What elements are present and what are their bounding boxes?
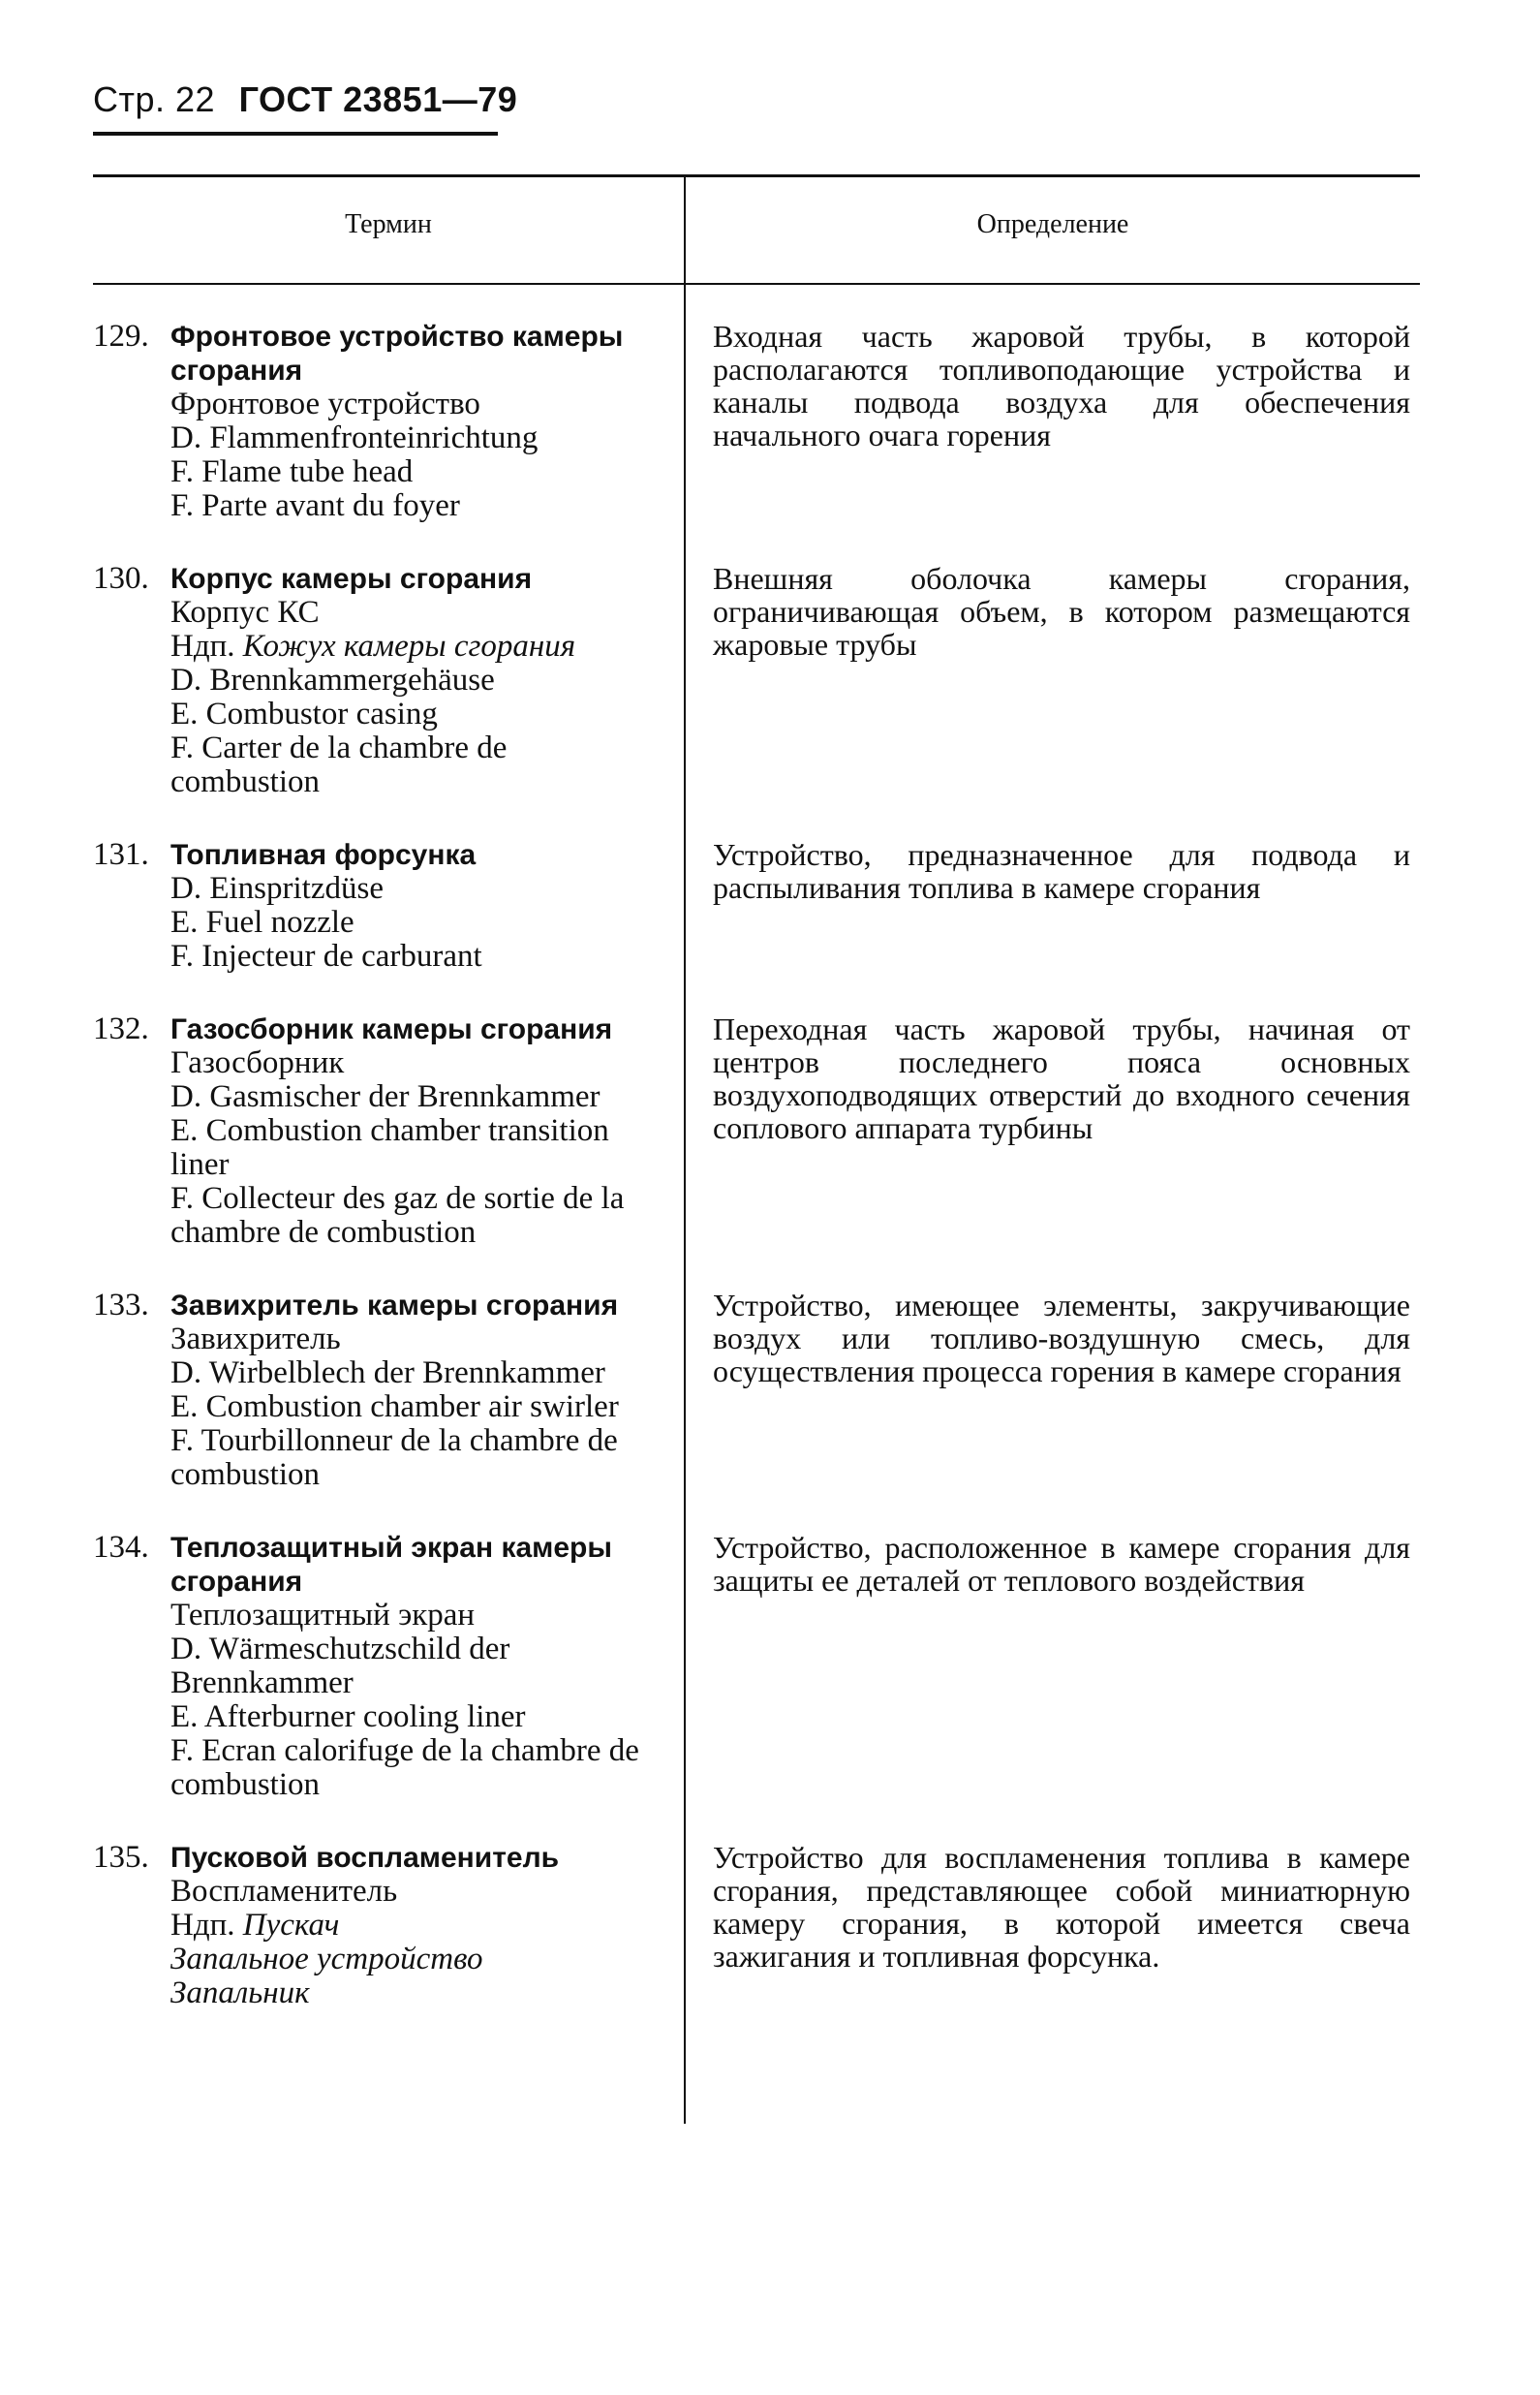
term-synonym-text: F. Parte avant du foyer xyxy=(170,488,460,523)
term-synonym-text: D. Wärmeschutzschild der Brennkammer xyxy=(170,1632,510,1700)
term-number: 132. xyxy=(93,1011,149,1046)
term-definition: Устройство для воспламенения топлива в камере сгорания, представляющее собой миниатюрную камеру сгорания, в которой имеется свеча зажигания и топливная форсунка. xyxy=(713,1840,1410,1974)
term-synonym-text: Ндп. xyxy=(170,629,243,664)
term-synonym-text: D. Brennkammergehäuse xyxy=(170,663,495,698)
term-synonym-text: Газосборник xyxy=(170,1045,345,1080)
term-synonym-line xyxy=(170,1390,655,1424)
term-definition: Переходная часть жаровой трубы, начиная от центров последнего пояса основных воздухоподводящих отверстий до входного сечения соплового аппарата турбины xyxy=(713,1011,1410,1145)
term-synonym-text: D. Gasmischer der Brennkammer xyxy=(170,1079,601,1114)
term-synonym-text: E. Afterburner cooling liner xyxy=(170,1699,526,1734)
term-synonym-line xyxy=(170,1080,655,1114)
header-rule xyxy=(93,132,498,136)
term-synonym-line xyxy=(170,872,655,906)
term-entry xyxy=(93,562,1420,799)
term-synonym-line xyxy=(170,630,655,664)
term-definition: Внешняя оболочка камеры сгорания, ограничивающая объем, в котором размещаются жаровые трубы xyxy=(713,561,1410,662)
term-synonym-text: D. Einspritzdüse xyxy=(170,871,384,906)
term-number: 133. xyxy=(93,1288,149,1322)
term-synonym-text: Ндп. xyxy=(170,1908,243,1943)
term-cell xyxy=(93,320,655,523)
term-number: 131. xyxy=(93,837,149,872)
term-number: 134. xyxy=(93,1530,149,1565)
term-synonym-line xyxy=(170,1875,655,1909)
term-synonym-line xyxy=(170,455,655,489)
term-title: Завихритель камеры сгорания xyxy=(170,1290,619,1322)
term-synonym-text: Корпус КС xyxy=(170,595,320,630)
column-header-definition: Определение xyxy=(976,209,1129,239)
term-synonym-line xyxy=(170,1633,655,1700)
term-deprecated-text: Запальное устройство xyxy=(170,1942,483,1976)
column-header-term: Термин xyxy=(345,209,432,239)
term-synonym-line xyxy=(170,1943,655,1976)
term-cell xyxy=(93,1841,655,2010)
term-deprecated-text: Кожух камеры сгорания xyxy=(242,629,576,664)
term-title: Фронтовое устройство камеры сгорания xyxy=(170,321,624,387)
term-lines xyxy=(170,1289,655,1492)
term-lines xyxy=(170,838,655,974)
term-synonym-line xyxy=(170,1356,655,1390)
term-title: Корпус камеры сгорания xyxy=(170,563,533,595)
term-title: Пусковой воспламенитель xyxy=(170,1842,560,1874)
page-header xyxy=(93,79,517,120)
page-label: Стр. 22 xyxy=(93,79,216,119)
term-synonym-line xyxy=(170,1322,655,1356)
term-synonym-line xyxy=(170,489,655,523)
term-synonym-line xyxy=(170,1909,655,1943)
term-synonym-line xyxy=(170,1424,655,1492)
term-definition: Устройство, расположенное в камере сгорания для защиты ее деталей от теплового воздействия xyxy=(713,1530,1410,1598)
term-number: 135. xyxy=(93,1840,149,1875)
term-synonym-line xyxy=(170,698,655,731)
term-synonym-line xyxy=(170,596,655,630)
term-entry xyxy=(93,1531,1420,1802)
term-number: 130. xyxy=(93,561,149,596)
term-definition: Входная часть жаровой трубы, в которой располагаются топливоподающие устройства и каналы подвода воздуха для обеспечения начального очага горения xyxy=(713,319,1410,452)
term-synonym-line xyxy=(170,1182,655,1250)
term-synonym-text: F. Injecteur de carburant xyxy=(170,939,482,974)
term-synonym-text: D. Wirbelblech der Brennkammer xyxy=(170,1355,605,1390)
term-synonym-text: Завихритель xyxy=(170,1322,341,1356)
table-head-rule xyxy=(93,283,1420,285)
term-title: Топливная форсунка xyxy=(170,839,477,871)
term-lines xyxy=(170,562,655,799)
term-synonym-text: D. Flammenfronteinrichtung xyxy=(170,420,539,455)
term-synonym-text: F. Tourbillonneur de la chambre de combustion xyxy=(170,1423,618,1492)
term-deprecated-text: Пускач xyxy=(242,1908,340,1943)
term-entry xyxy=(93,1289,1420,1492)
term-synonym-line xyxy=(170,421,655,455)
term-synonym-line xyxy=(170,906,655,940)
terms-table-body xyxy=(93,320,1420,2049)
term-synonym-line xyxy=(170,664,655,698)
term-synonym-line xyxy=(170,1599,655,1633)
term-entry xyxy=(93,838,1420,974)
term-lines xyxy=(170,1012,655,1250)
term-synonym-text: E. Combustor casing xyxy=(170,697,438,731)
term-title: Газосборник камеры сгорания xyxy=(170,1013,613,1045)
term-synonym-text: E. Combustion chamber air swirler xyxy=(170,1389,619,1424)
term-definition: Устройство, имеющее элементы, закручивающие воздух или топливо-воздушную смесь, для осуществления процесса горения в камере сгорания xyxy=(713,1288,1410,1388)
term-synonym-text: E. Fuel nozzle xyxy=(170,905,354,940)
term-definition: Устройство, предназначенное для подвода и распыливания топлива в камере сгорания xyxy=(713,837,1410,905)
term-number: 129. xyxy=(93,319,149,354)
term-synonym-line xyxy=(170,940,655,974)
term-cell xyxy=(93,1531,655,1802)
term-synonym-line xyxy=(170,1114,655,1182)
term-synonym-text: F. Carter de la chambre de combustion xyxy=(170,731,508,799)
term-synonym-text: F. Collecteur des gaz de sortie de la chambre de combustion xyxy=(170,1181,625,1250)
term-entry xyxy=(93,320,1420,523)
term-deprecated-text: Запальник xyxy=(170,1975,310,2010)
term-entry xyxy=(93,1841,1420,2010)
term-entry xyxy=(93,1012,1420,1250)
term-title: Теплозащитный экран камеры сгорания xyxy=(170,1532,612,1598)
term-cell xyxy=(93,1289,655,1492)
term-synonym-line xyxy=(170,1700,655,1734)
term-lines xyxy=(170,1841,655,2010)
term-synonym-line xyxy=(170,731,655,799)
term-synonym-line xyxy=(170,1046,655,1080)
table-top-rule xyxy=(93,174,1420,177)
standard-number: ГОСТ 23851—79 xyxy=(238,79,518,119)
term-cell xyxy=(93,838,655,974)
term-lines xyxy=(170,1531,655,1802)
term-lines xyxy=(170,320,655,523)
term-synonym-text: Фронтовое устройство xyxy=(170,387,480,421)
term-synonym-text: Теплозащитный экран xyxy=(170,1598,476,1633)
term-synonym-text: F. Ecran calorifuge de la chambre de combustion xyxy=(170,1733,639,1802)
term-synonym-line xyxy=(170,1976,655,2010)
term-synonym-text: F. Flame tube head xyxy=(170,454,414,489)
term-synonym-text: E. Combustion chamber transition liner xyxy=(170,1113,609,1182)
term-cell xyxy=(93,1012,655,1250)
term-synonym-line xyxy=(170,388,655,421)
term-cell xyxy=(93,562,655,799)
term-synonym-line xyxy=(170,1734,655,1802)
term-synonym-text: Воспламенитель xyxy=(170,1874,398,1909)
